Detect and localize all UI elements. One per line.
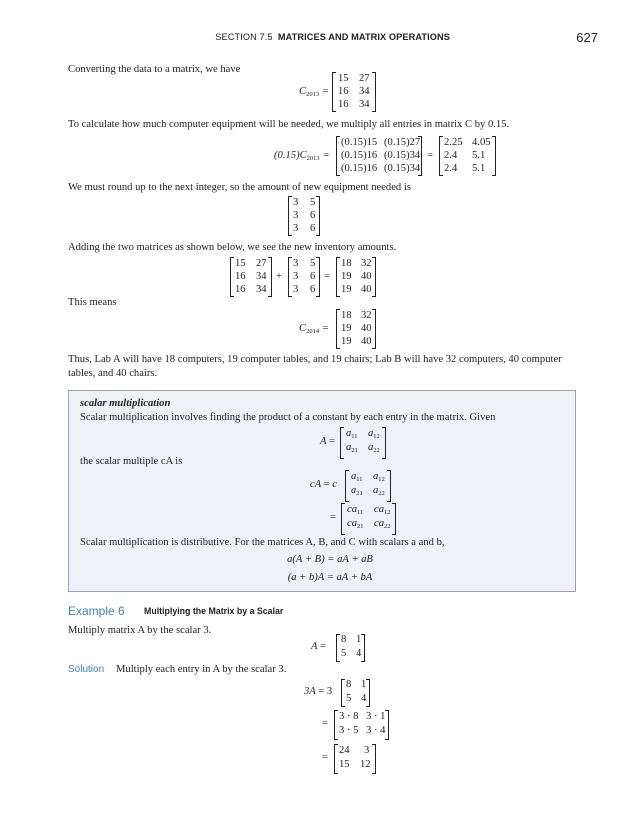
right-bracket: [392, 503, 396, 535]
matrix-c2013: [332, 72, 376, 112]
matrix-cell: $a_{21}$: [346, 442, 358, 454]
distributive-rule-2: (a + b)A = aA + bA: [287, 572, 373, 583]
left-bracket: [332, 72, 336, 112]
right-bracket: [366, 679, 370, 707]
matrix-cell: (0.15)16: [341, 163, 378, 174]
right-bracket: [385, 710, 389, 740]
section-title: MATRICES AND MATRIX OPERATIONS: [277, 32, 450, 42]
matrix-cell: 32: [361, 258, 372, 269]
equals-sign: =: [322, 150, 330, 161]
right-bracket: [372, 309, 376, 349]
left-bracket: [336, 257, 340, 297]
paragraph-thus: Thus, Lab A will have 18 computers, 19 computer tables, and 19 chairs; Lab B will have 32 computers, 40 computer tables, and 40 chairs.: [68, 354, 562, 379]
example-label: Example 6: [68, 604, 125, 618]
matrix-cell: 15: [235, 258, 246, 269]
matrix-cell: $a_{22}$: [373, 485, 385, 497]
matrix-cell: 5: [341, 648, 347, 659]
distributive-rule-1: a(A + B) = aA + aB: [287, 554, 373, 565]
matrix-def-ca-expanded: [341, 503, 396, 535]
matrix-cell: 16: [235, 271, 246, 282]
equals-sign: =: [321, 323, 329, 334]
matrix-cell: $a_{21}$: [351, 485, 363, 497]
matrix-cell: 2.4: [444, 150, 458, 161]
matrix-cell: $ca_{21}$: [347, 518, 364, 530]
matrix-cell: $ca_{12}$: [374, 504, 391, 516]
matrix-cell: $a_{22}$: [368, 442, 380, 454]
matrix-cell: $a_{12}$: [373, 471, 385, 483]
matrix-cell: (0.15)15: [341, 137, 378, 148]
right-bracket: [372, 744, 376, 774]
matrix-cell: 15: [339, 759, 350, 770]
matrix-cell: 3 · 8: [339, 711, 359, 722]
matrix-cell: 19: [341, 323, 352, 334]
matrix-cell: 19: [341, 284, 352, 295]
matrix-cell: 3: [293, 197, 299, 208]
matrix-cell: $a_{11}$: [351, 471, 363, 483]
equals-sign: =: [323, 479, 330, 490]
c-symbol: C: [299, 323, 307, 334]
equals-sign: =: [330, 512, 336, 523]
section-heading: [215, 32, 450, 42]
paragraph-converting: Converting the data to a matrix, we have: [68, 64, 241, 75]
right-bracket: [387, 470, 391, 502]
matrix-example-a-scaled: [341, 679, 370, 707]
scaled-c2013-label: [274, 150, 329, 162]
def-a-label: [320, 436, 335, 447]
right-bracket: [492, 136, 496, 176]
matrix-cell: 3 · 1: [366, 711, 386, 722]
definition-line2: the scalar multiple cA is: [80, 456, 183, 467]
left-bracket: [439, 136, 443, 176]
matrix-cell: 4.05: [472, 137, 491, 148]
right-bracket: [316, 257, 320, 297]
scalar-three: 3: [326, 686, 333, 697]
matrix-decimal: [439, 136, 496, 176]
matrix-cell: 27: [256, 258, 267, 269]
equals-sign: =: [427, 150, 433, 161]
matrix-cell: (0.15)34: [384, 163, 421, 174]
left-bracket: [336, 136, 340, 176]
ca-symbol: cA: [310, 479, 321, 490]
matrix-cell: 3: [293, 210, 299, 221]
matrix-cell: $ca_{22}$: [374, 518, 391, 530]
equals-sign: =: [328, 436, 335, 447]
equals-sign: =: [318, 686, 325, 697]
paragraph-round-up: We must round up to the next integer, so the amount of new equipment needed is: [68, 182, 411, 193]
matrix-cell: 19: [341, 336, 352, 347]
section-label: SECTION 7.5: [215, 32, 273, 42]
matrix-cell: 3: [293, 284, 299, 295]
example-a-label: [311, 641, 326, 652]
matrix-cell: 1: [356, 634, 362, 645]
matrix-cell: 18: [341, 258, 352, 269]
matrix-cell: 6: [310, 284, 316, 295]
matrix-cell: 3: [293, 223, 299, 234]
matrix-cell: (0.15)16: [341, 150, 378, 161]
left-bracket: [334, 710, 338, 740]
matrix-cell: (0.15)27: [384, 137, 421, 148]
matrix-cell: 6: [310, 223, 316, 234]
right-bracket: [361, 634, 365, 662]
right-bracket: [372, 257, 376, 297]
c-scalar: c: [332, 479, 337, 490]
matrix-cell: 40: [361, 336, 372, 347]
definition-line3: Scalar multiplication is distributive. For the matrices A, B, and C with scalars a and b,: [80, 537, 445, 548]
matrix-cell: 40: [361, 284, 372, 295]
page-header: [0, 30, 630, 44]
left-bracket: [336, 309, 340, 349]
matrix-cell: 5: [346, 693, 352, 704]
matrix-sum-result: [336, 257, 376, 297]
solution-text: Multiply each entry in A by the scalar 3.: [116, 664, 287, 675]
matrix-cell: 1: [361, 679, 367, 690]
paragraph-adding: Adding the two matrices as shown below, we see the new inventory amounts.: [68, 242, 397, 253]
paragraph-this-means: This means: [68, 297, 117, 308]
example-prompt: Multiply matrix A by the scalar 3.: [68, 625, 212, 636]
matrix-cell: 3: [293, 258, 299, 269]
matrix-cell: 16: [235, 284, 246, 295]
matrix-cell: 34: [256, 271, 267, 282]
matrix-cell: 3 · 5: [339, 725, 359, 736]
matrix-sum-a: [230, 257, 272, 297]
def-ca-label: [310, 479, 337, 490]
matrix-cell: $a_{11}$: [346, 428, 358, 440]
matrix-cell: 5: [310, 258, 316, 269]
example-title: Multiplying the Matrix by a Scalar: [144, 606, 284, 616]
right-bracket: [316, 196, 320, 236]
matrix-cell: 3: [293, 271, 299, 282]
matrix-cell: 5.1: [472, 150, 486, 161]
matrix-sum-b: [288, 257, 320, 297]
matrix-cell: 5.1: [472, 163, 486, 174]
matrix-cell: 4: [361, 693, 367, 704]
plus-sign: +: [276, 271, 282, 282]
paragraph-multiply: To calculate how much computer equipment will be needed, we multiply all entries in matrix C by 0.15.: [68, 119, 510, 130]
left-bracket: [336, 634, 340, 662]
page-number: 627: [576, 30, 598, 45]
matrix-cell: 4: [356, 648, 362, 659]
right-bracket: [268, 257, 272, 297]
matrix-cell: 6: [310, 210, 316, 221]
matrix-cell: 3 · 4: [366, 725, 386, 736]
c-symbol: C: [299, 86, 307, 97]
matrix-scaled: [336, 136, 422, 176]
matrix-cell: 32: [361, 310, 372, 321]
matrix-cell: $a_{12}$: [368, 428, 380, 440]
matrix-cell: 2.4: [444, 163, 458, 174]
equals-sign: =: [321, 86, 329, 97]
a-symbol: A: [320, 436, 327, 447]
matrix-example-a: [336, 634, 365, 662]
left-bracket: [341, 503, 345, 535]
left-bracket: [341, 679, 345, 707]
matrix-example-products: [334, 710, 389, 740]
c2014-label: [299, 323, 329, 335]
matrix-new-equipment: [288, 196, 320, 236]
equals-sign: =: [319, 641, 326, 652]
c2013-label: [299, 86, 329, 98]
matrix-example-result: [334, 744, 376, 774]
example-3a-label: [304, 686, 332, 697]
solution-label: Solution: [68, 664, 105, 675]
matrix-cell: 19: [341, 271, 352, 282]
scale-symbol: (0.15)C: [274, 150, 307, 161]
c-subscript: 2013: [306, 91, 320, 98]
definition-title: scalar multiplication: [80, 398, 171, 409]
matrix-cell: 40: [361, 323, 372, 334]
matrix-cell: 34: [359, 99, 370, 110]
left-bracket: [288, 196, 292, 236]
equals-sign: =: [322, 752, 328, 763]
matrix-cell: 2.25: [444, 137, 463, 148]
matrix-cell: 12: [360, 759, 371, 770]
matrix-cell: 8: [341, 634, 347, 645]
matrix-cell: 15: [338, 73, 349, 84]
equals-sign: =: [322, 718, 328, 729]
left-bracket: [334, 744, 338, 774]
definition-line1: Scalar multiplication involves finding the product of a constant by each entry in the matrix. Given: [80, 412, 496, 423]
matrix-cell: (0.15)34: [384, 150, 421, 161]
a-symbol: A: [311, 641, 318, 652]
matrix-cell: 16: [338, 99, 349, 110]
matrix-cell: $ca_{11}$: [347, 504, 364, 516]
matrix-def-ca: [345, 470, 391, 502]
left-bracket: [288, 257, 292, 297]
matrix-cell: 6: [310, 271, 316, 282]
c-subscript: 2013: [306, 155, 320, 162]
matrix-c2014: [336, 309, 376, 349]
matrix-cell: 3: [364, 745, 370, 756]
left-bracket: [345, 470, 349, 502]
matrix-cell: 34: [359, 86, 370, 97]
matrix-cell: 24: [339, 745, 350, 756]
matrix-cell: 16: [338, 86, 349, 97]
matrix-cell: 34: [256, 284, 267, 295]
left-bracket: [230, 257, 234, 297]
three-a-symbol: 3A: [304, 686, 316, 697]
matrix-cell: 18: [341, 310, 352, 321]
matrix-cell: 40: [361, 271, 372, 282]
equals-sign: =: [324, 271, 330, 282]
matrix-cell: 27: [359, 73, 370, 84]
c-subscript: 2014: [306, 328, 320, 335]
right-bracket: [372, 72, 376, 112]
matrix-cell: 5: [310, 197, 316, 208]
matrix-cell: 8: [346, 679, 352, 690]
